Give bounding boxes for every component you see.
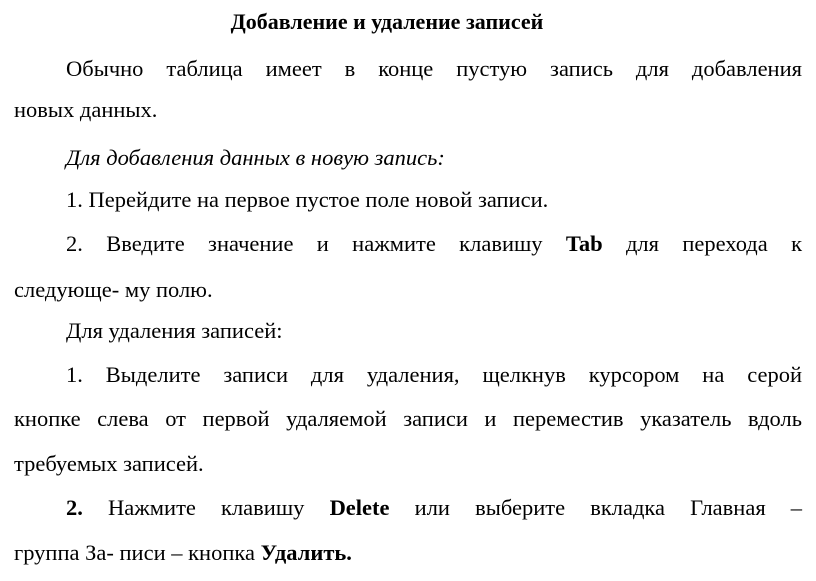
add-step-2-text-before: Введите значение и нажмите клавишу bbox=[106, 231, 543, 256]
add-step-2-line-1 bbox=[66, 231, 802, 257]
add-step-2-number: 2. bbox=[66, 231, 83, 256]
add-step-2-text-after: для перехода к bbox=[625, 231, 803, 256]
delete-step-1-text: Выделите записи для удаления, щелкнув курсором на серой bbox=[105, 362, 802, 387]
delete-step-1-number: 1. bbox=[66, 362, 83, 387]
document-title: Добавление и удаление записей bbox=[230, 9, 544, 34]
intro-line-2: новых данных. bbox=[14, 97, 158, 122]
delete-step-1-line-3: требуемых записей. bbox=[14, 451, 204, 476]
delete-step-2-number: 2. bbox=[66, 495, 83, 520]
delete-step-2-line-2 bbox=[14, 540, 802, 566]
delete-key-label: Delete bbox=[329, 495, 390, 520]
delete-button-name: Удалить. bbox=[260, 540, 352, 565]
intro-line-1: Обычно таблица имеет в конце пустую запись для добавления bbox=[66, 56, 802, 81]
delete-step-1-line-1 bbox=[66, 362, 802, 388]
add-step-1 bbox=[66, 187, 802, 213]
delete-step-2-text-before: Нажмите клавишу bbox=[108, 495, 305, 520]
delete-step-1-line-2: кнопке слева от первой удаляемой записи и переместив указатель вдоль bbox=[14, 406, 802, 431]
tab-key-label: Tab bbox=[565, 231, 603, 256]
add-step-1-number: 1. bbox=[66, 187, 83, 212]
add-step-2-line-2: следующе- му полю. bbox=[14, 277, 213, 302]
add-step-1-text: Перейдите на первое пустое поле новой записи. bbox=[88, 187, 549, 212]
delete-step-2-text-line-2: группа За- писи – кнопка bbox=[14, 540, 255, 565]
delete-step-2-text-after: или выберите вкладка Главная – bbox=[414, 495, 803, 520]
delete-heading: Для удаления записей: bbox=[66, 318, 283, 343]
delete-step-2-line-1 bbox=[66, 495, 802, 521]
add-heading: Для добавления данных в новую запись: bbox=[66, 145, 445, 170]
